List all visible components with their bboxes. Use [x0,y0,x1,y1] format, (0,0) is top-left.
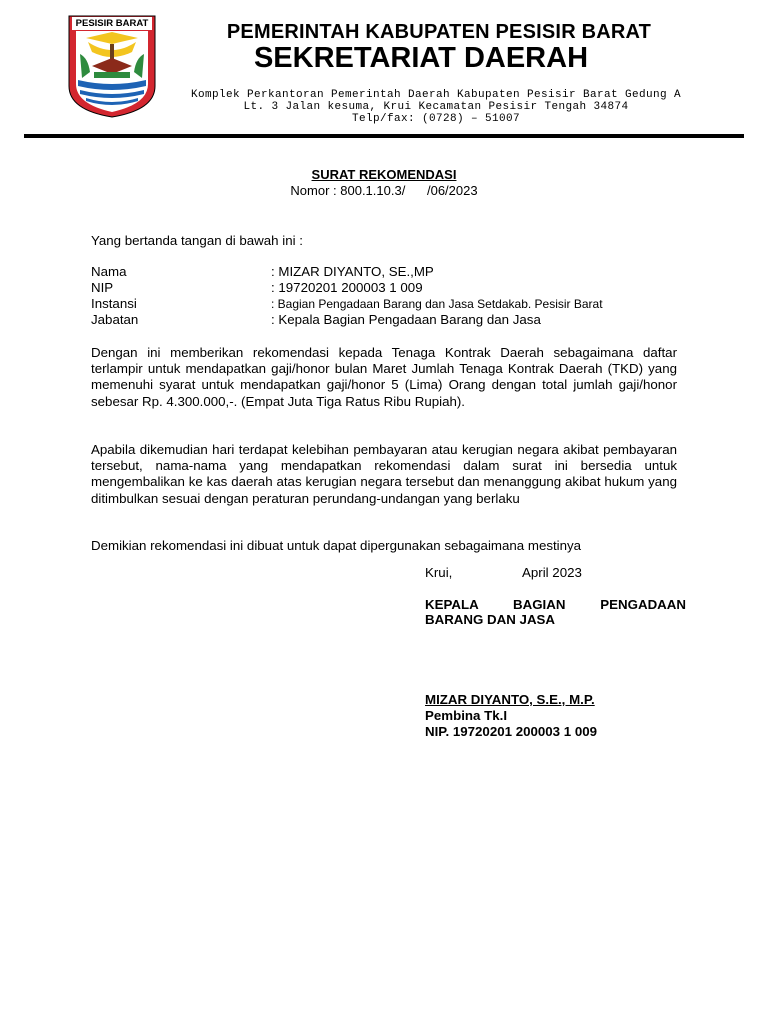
address-line-1: Komplek Perkantoran Pemerintah Daerah Kabupaten Pesisir Barat Gedung A [190,89,682,101]
field-value-nip: : 19720201 200003 1 009 [271,280,423,295]
signer-position-line-2: BARANG DAN JASA [425,612,556,627]
field-label-instansi: Instansi [91,296,137,311]
field-label-nama: Nama [91,264,127,279]
letter-title: SURAT REKOMENDASI [311,167,457,182]
address-line-2: Lt. 3 Jalan kesuma, Krui Kecamatan Pesisir Tengah 34874 [243,101,629,113]
field-value-jabatan: : Kepala Bagian Pengadaan Barang dan Jasa [271,312,541,327]
signer-position-line-1: KEPALA BAGIAN PENGADAAN [425,597,686,612]
address-line-3: Telp/fax: (0728) – 51007 [351,113,521,125]
secretariat-heading: SEKRETARIAT DAERAH [253,42,589,74]
regency-emblem [66,14,158,118]
signer-name: MIZAR DIYANTO, S.E., M.P. [425,692,595,707]
signature-date: April 2023 [522,565,582,580]
closing-sentence: Demikian rekomendasi ini dibuat untuk dapat dipergunakan sebagaimana mestinya [91,538,582,553]
signature-place: Krui, [425,565,453,580]
government-heading: PEMERINTAH KABUPATEN PESISIR BARAT [226,21,652,43]
letter-number: Nomor : 800.1.10.3/ /06/2023 [290,183,478,198]
intro-text: Yang bertanda tangan di bawah ini : [91,233,303,248]
signer-nip: NIP. 19720201 200003 1 009 [425,724,598,739]
header-divider [24,134,744,138]
liability-paragraph: Apabila dikemudian hari terdapat kelebihan pembayaran atau kerugian negara akibat pembayaran tersebut, nama-nama yang mendapatkan rekomendasi dalam surat ini bersedia untuk mengembalikan ke kas daerah atas kerugian negara tersebut dan menanggung akibat hukum yang ditimbulkan sesuai dengan peraturan perundang-undangan yang berlaku [91,442,677,506]
recommendation-paragraph: Dengan ini memberikan rekomendasi kepada Tenaga Kontrak Daerah sebagaimana daftar terlampir untuk mendapatkan gaji/honor bulan Maret Jumlah Tenaga Kontrak Daerah (TKD) yang memenuhi syarat untuk mendapatkan gaji/honor 5 (Lima) Orang dengan total jumlah gaji/honor sebesar Rp. 4.300.000,-. (Empat Juta Tiga Ratus Ribu Rupiah). [91,345,677,409]
field-label-nip: NIP [91,280,114,295]
field-value-instansi: : Bagian Pengadaan Barang dan Jasa Setdakab. Pesisir Barat [271,297,603,311]
field-value-nama: : MIZAR DIYANTO, SE.,MP [271,264,434,279]
emblem-label: PESISIR BARAT [75,18,149,29]
field-label-jabatan: Jabatan [91,312,139,327]
signer-rank: Pembina Tk.I [425,708,508,723]
